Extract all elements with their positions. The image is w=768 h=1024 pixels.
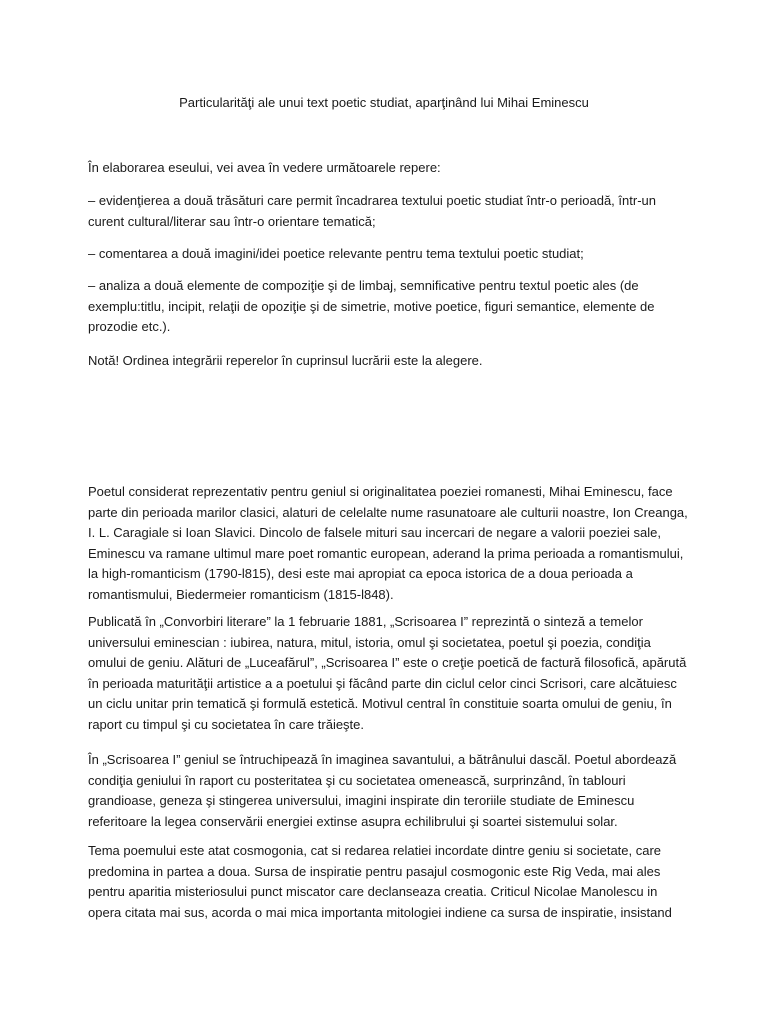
essay-paragraph-4: Tema poemului este atat cosmogonia, cat si redarea relatiei incordate dintre geniu si societate, care predomina in partea a doua. Sursa de inspiratie pentru pasajul cosmogonic este Rig Veda, mai ales pentru aparitia misteriosului punct miscator care declanseaza creatia. Criticul Nicolae Manolescu in opera citata mai sus, acorda o mai mica importanta mitologiei indiene ca sursa de inspiratie, insistand (88, 843, 672, 920)
intro-line: În elaborarea eseului, vei avea în vedere următoarele repere: (88, 160, 441, 175)
requirement-item-2: – comentarea a două imagini/idei poetice relevante pentru tema textului poetic studiat; (88, 246, 584, 261)
essay-paragraph-3: În „Scrisoarea I” geniul se întruchipează în imaginea savantului, a bătrânului dascăl. Poetul abordează condiţia geniului în raport cu posteritatea şi cu societatea omenească, surprinzând, în tablouri grandioase, geneza şi stingerea universului, imagini inspirate din teroriile studiate de Eminescu referitoare la legea conservării energiei extinse asupra echilibrului şi soartei sistemului solar. (88, 752, 677, 829)
essay-paragraph-2: Publicată în „Convorbiri literare” la 1 februarie 1881, „Scrisoarea I” reprezintă o sinteză a temelor universului eminescian : iubirea, natura, mitul, istoria, omul şi societatea, poetul şi poezia, condiţia omului de geniu. Alături de „Luceafărul”, „Scrisoarea I” este o creţie poetică de factură filosofică, apărută în perioada maturităţii artistice a a poetului şi făcând parte din ciclul celor cinci Scrisori, care alcătuiesc un ciclu unitar prin tematică şi formulă estetică. Motivul central în constituie soarta omului de geniu, în raport cu timpul şi cu societatea în care trăieşte. (88, 614, 687, 732)
requirement-item-3: – analiza a două elemente de compoziţie şi de limbaj, semnificative pentru textul poetic ales (de exemplu:titlu, incipit, relaţii de opoziţie şi de simetrie, motive poetice, figuri semantice, elemente de prozodie etc.). (88, 278, 655, 334)
note-line: Notă! Ordinea integrării reperelor în cuprinsul lucrării este la alegere. (88, 353, 483, 368)
requirement-item-1: – evidenţierea a două trăsături care permit încadrarea textului poetic studiat într-o perioadă, într-un curent cultural/literar sau într-o orientare tematică; (88, 193, 656, 229)
document-title: Particularităţi ale unui text poetic studiat, aparţinând lui Mihai Eminescu (179, 95, 589, 110)
essay-paragraph-1: Poetul considerat reprezentativ pentru geniul si originalitatea poeziei romanesti, Mihai Eminescu, face parte din perioada marilor clasici, alaturi de celelalte nume rasunatoare ale culturii noastre, Ion Creanga, I. L. Caragiale si Ioan Slavici. Dincolo de falsele mituri sau incercari de negare a valorii poeziei sale, Eminescu va ramane ultimul mare poet romantic european, aderand la prima perioada a romantismului, la high-romanticism (1790-l815), desi este mai apropiat ca epoca istorica de a doua perioada a romantismului, Biedermeier romanticism (1815-l848). (88, 484, 688, 602)
